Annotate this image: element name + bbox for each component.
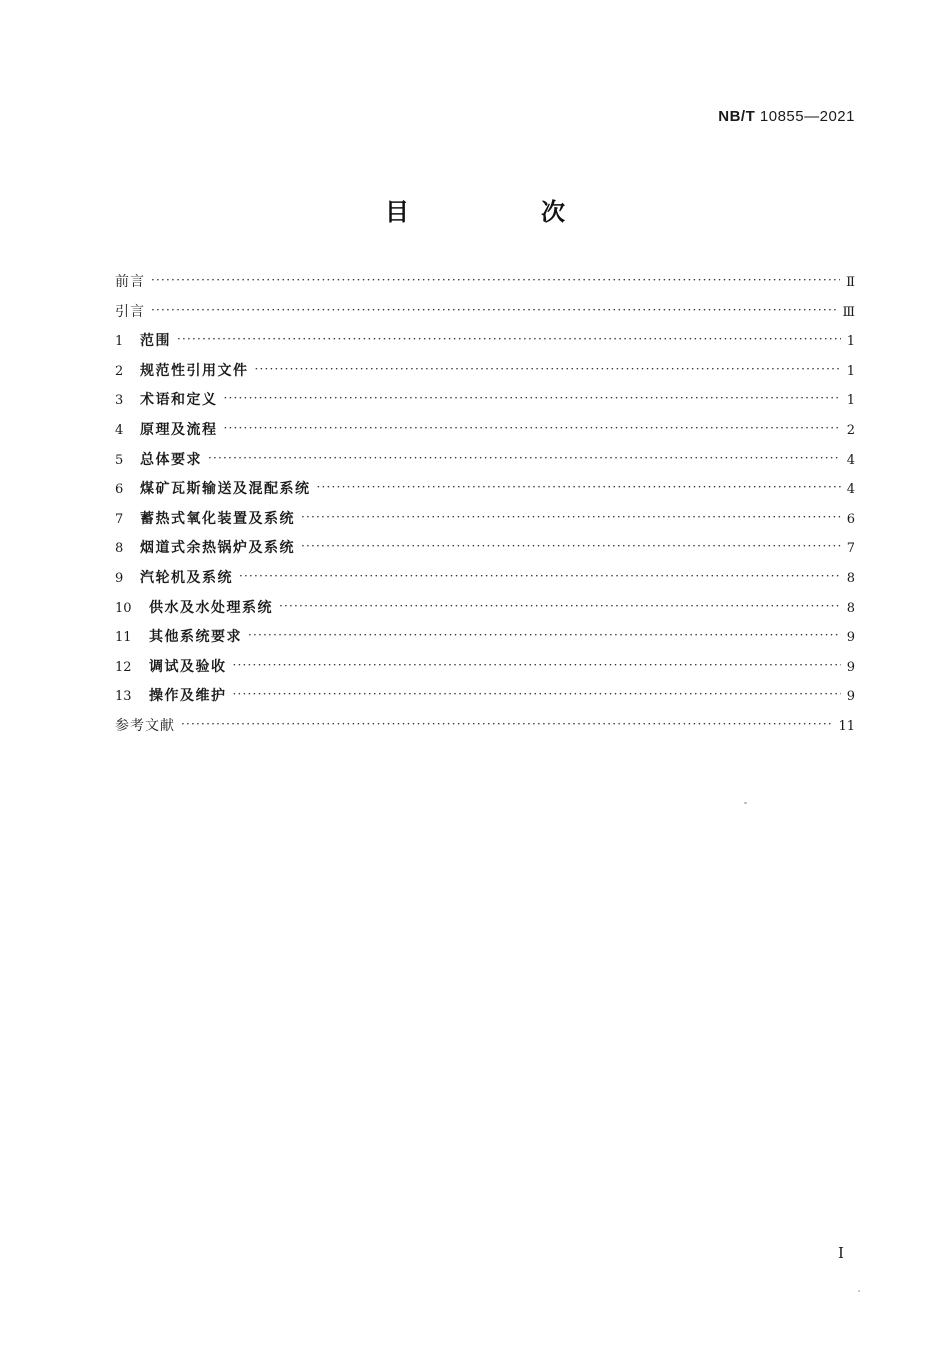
toc-leader-dots [151, 266, 840, 296]
toc-entry-page: 9 [846, 659, 855, 675]
toc-leader-dots [208, 444, 841, 474]
toc-entry-chapter-2[interactable] [115, 357, 855, 387]
toc-leader-dots [181, 710, 832, 740]
toc-entry-number: 8 [115, 541, 124, 557]
toc-entry-label: 规范性引用文件 [140, 362, 249, 379]
toc-leader-dots [151, 296, 836, 326]
toc-leader-dots [301, 532, 841, 562]
toc-entry-label: 引言 [115, 303, 145, 320]
toc-entry-chapter-8[interactable] [115, 534, 855, 564]
toc-entry-chapter-6[interactable] [115, 475, 855, 505]
toc-entry-bibliography[interactable] [115, 712, 855, 742]
standard-number: 10855—2021 [759, 108, 855, 125]
scan-speck [858, 1290, 860, 1292]
toc-entry-number: 12 [115, 659, 132, 675]
toc-leader-dots [317, 473, 841, 503]
toc-leader-dots [224, 414, 841, 444]
toc-entry-chapter-11[interactable] [115, 623, 855, 653]
toc-entry-foreword[interactable] [115, 268, 855, 298]
toc-entry-number: 5 [115, 452, 124, 468]
toc-entry-chapter-5[interactable] [115, 446, 855, 476]
toc-entry-label: 烟道式余热锅炉及系统 [140, 540, 295, 557]
toc-leader-dots [224, 384, 841, 414]
page-number: I [838, 1244, 844, 1262]
toc-entry-page: 2 [846, 422, 855, 438]
toc-entry-chapter-13[interactable] [115, 682, 855, 712]
toc-entry-chapter-3[interactable] [115, 386, 855, 416]
toc-entry-page: 4 [846, 452, 855, 468]
toc-entry-label: 术语和定义 [140, 392, 218, 409]
toc-leader-dots [177, 325, 841, 355]
toc-entry-label: 总体要求 [140, 451, 202, 468]
toc-entry-label: 煤矿瓦斯输送及混配系统 [140, 481, 311, 498]
toc-entry-chapter-1[interactable] [115, 327, 855, 357]
toc-entry-label: 其他系统要求 [149, 629, 242, 646]
toc-entry-chapter-9[interactable] [115, 564, 855, 594]
toc-entry-page: 7 [846, 541, 855, 557]
page-title: 目 次 [385, 198, 619, 226]
toc-entry-number: 1 [115, 334, 124, 350]
toc-entry-number: 9 [115, 570, 124, 586]
toc-entry-label: 蓄热式氧化装置及系统 [140, 510, 295, 527]
toc-entry-number: 11 [115, 630, 132, 646]
table-of-contents [115, 268, 855, 742]
toc-entry-chapter-10[interactable] [115, 594, 855, 624]
toc-leader-dots [248, 621, 841, 651]
toc-leader-dots [233, 680, 841, 710]
standard-prefix: NB/T [718, 108, 756, 125]
toc-entry-page: Ⅲ [842, 304, 855, 320]
toc-entry-chapter-4[interactable] [115, 416, 855, 446]
toc-entry-number: 13 [115, 689, 132, 705]
toc-entry-chapter-7[interactable] [115, 505, 855, 535]
toc-leader-dots [279, 592, 841, 622]
toc-entry-page: 9 [846, 689, 855, 705]
toc-entry-label: 操作及维护 [149, 688, 227, 705]
toc-entry-label: 汽轮机及系统 [140, 569, 233, 586]
toc-entry-label: 调试及验收 [149, 658, 227, 675]
toc-entry-label: 范围 [140, 333, 171, 350]
toc-entry-page: 1 [846, 334, 855, 350]
toc-entry-chapter-12[interactable] [115, 653, 855, 683]
toc-entry-page: 6 [846, 511, 855, 527]
toc-leader-dots [255, 355, 841, 385]
toc-leader-dots [233, 651, 841, 681]
toc-entry-page: 9 [846, 630, 855, 646]
toc-entry-number: 10 [115, 600, 132, 616]
toc-entry-label: 参考文献 [115, 717, 175, 734]
toc-entry-page: 11 [838, 718, 855, 734]
toc-entry-number: 4 [115, 422, 124, 438]
toc-leader-dots [239, 562, 841, 592]
standard-code [718, 108, 855, 125]
toc-entry-number: 2 [115, 363, 124, 379]
toc-entry-introduction[interactable] [115, 298, 855, 328]
toc-leader-dots [301, 503, 841, 533]
toc-entry-page: 4 [846, 482, 855, 498]
toc-entry-label: 原理及流程 [140, 421, 218, 438]
toc-entry-page: 8 [846, 570, 855, 586]
toc-entry-page: Ⅱ [846, 275, 855, 290]
toc-entry-page: 8 [846, 600, 855, 616]
toc-entry-page: 1 [846, 393, 855, 409]
toc-entry-number: 3 [115, 393, 124, 409]
scan-speck [744, 802, 747, 804]
toc-entry-page: 1 [846, 363, 855, 379]
toc-entry-label: 前言 [115, 274, 145, 290]
toc-entry-number: 7 [115, 511, 124, 527]
toc-entry-label: 供水及水处理系统 [149, 599, 273, 616]
toc-entry-number: 6 [115, 482, 124, 498]
